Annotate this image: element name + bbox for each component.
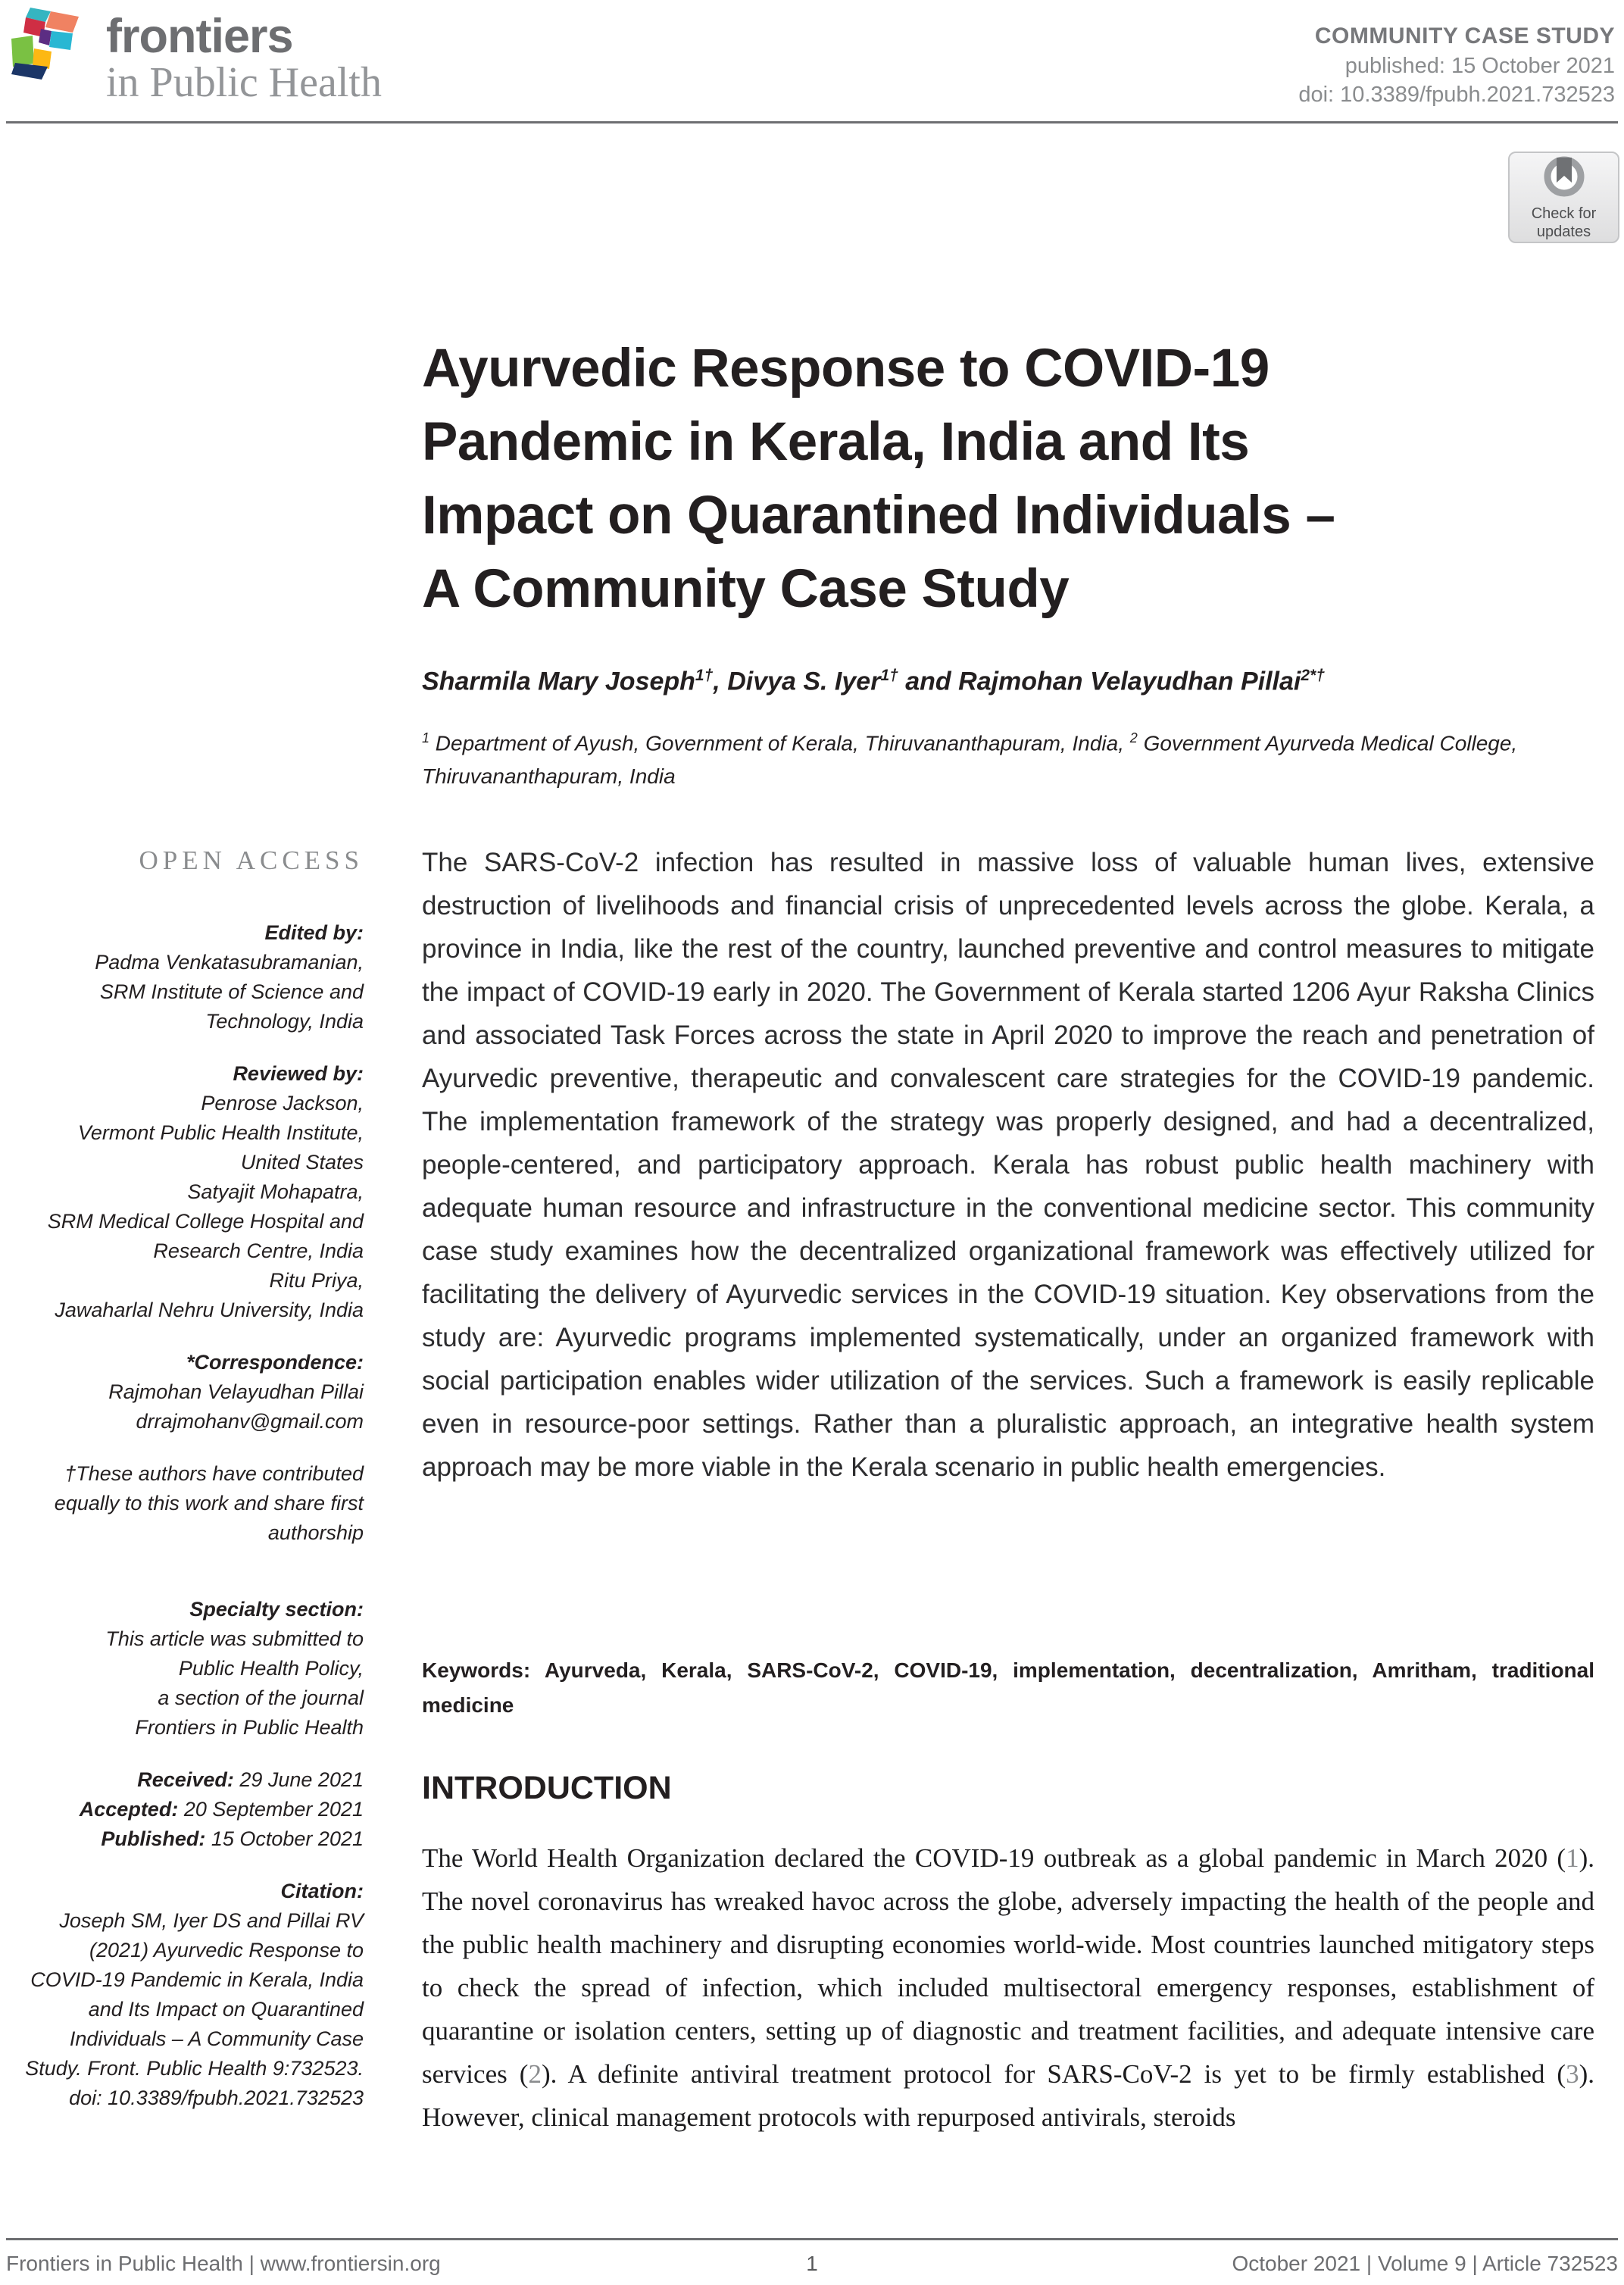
- sidebar: [21, 846, 364, 2136]
- sidebar-block-specialty-section: [21, 1595, 364, 1743]
- footer: [6, 2252, 1618, 2276]
- author-name: Rajmohan Velayudhan Pillai: [958, 667, 1301, 696]
- footer-issue-info: October 2021 | Volume 9 | Article 732523: [1232, 2252, 1618, 2275]
- sidebar-date-line: Published: 15 October 2021: [101, 1827, 364, 1850]
- open-access-label: OPEN ACCESS: [139, 846, 364, 875]
- sidebar-block-dates: [21, 1765, 364, 1854]
- journal-logo: [8, 6, 382, 106]
- sidebar-line: a section of the journal: [158, 1686, 364, 1709]
- sidebar-block-label: Specialty section:: [189, 1598, 364, 1621]
- correspondence-email[interactable]: drrajmohanv@gmail.com: [136, 1410, 364, 1433]
- article-title-line: Pandemic in Kerala, India and Its: [422, 412, 1250, 472]
- authors-line: [422, 667, 1604, 696]
- crossmark-icon: [1535, 155, 1593, 202]
- sidebar-line: authorship: [267, 1521, 364, 1544]
- sidebar-line: equally to this work and share first: [54, 1492, 364, 1514]
- sidebar-blocks: [21, 918, 364, 2113]
- sidebar-block-citation: [21, 1877, 364, 2113]
- affiliation-sup: 1: [422, 730, 430, 746]
- sidebar-block-reviewed-by: [21, 1059, 364, 1325]
- author-separator: and: [898, 667, 959, 696]
- sidebar-line: (2021) Ayurvedic Response to: [89, 1939, 364, 1961]
- header-meta: [1298, 21, 1615, 109]
- citation-ref[interactable]: 3: [1566, 2059, 1579, 2089]
- author-separator: ,: [713, 667, 728, 696]
- footer-rule: [6, 2238, 1618, 2240]
- sidebar-block-label: *Correspondence:: [186, 1351, 364, 1374]
- sidebar-line: Vermont Public Health Institute,: [77, 1121, 364, 1144]
- affiliations: $^1$ Department of Ayush, Government of Kerala, Thiruvananthapuram, India, $^2$ Government Ayurveda Medical College, Thiruvananthapuram, India: [422, 730, 1518, 789]
- sidebar-block-label: Citation:: [280, 1880, 364, 1902]
- sidebar-block-edited-by: [21, 918, 364, 1036]
- article-type-label: COMMUNITY CASE STUDY: [1314, 23, 1615, 48]
- header-rule: [6, 121, 1618, 123]
- sidebar-line: Jawaharlal Nehru University, India: [55, 1299, 364, 1321]
- badge-line2: updates: [1536, 223, 1591, 240]
- abstract-paragraph: The SARS-CoV-2 infection has resulted in massive loss of valuable human lives, extensive destruction of livelihoods and financial crisis of unprecedented levels across the globe. Kerala, a province in India, like the rest of the country, launched preventive and control measures to mitigate the impact of COVID-19 early in 2020. The Government of Kerala started 1206 Ayur Raksha Clinics and associated Task Forces across the state in April 2020 to improve the reach and penetration of Ayurvedic preventive, therapeutic and convalescent care strategies for the COVID-19 pandemic. The implementation framework of the strategy was properly designed, and had a decentralized, people-centered, and participatory approach. Kerala has robust public health machinery with adequate human resource and infrastructure in the conventional medicine sector. This community case study examines how the decentralized organizational framework was effectively utilized for facilitating the delivery of Ayurvedic services in the COVID-19 situation. Key observations from the study are: Ayurvedic programs implemented systematically, under an organized framework with social participation enables wider utilization of the services. Such a framework is easily replicable even in resource-poor settings. Rather than a pluralistic approach, an integrative health system approach may be more viable in the Kerala scenario in public health emergencies.: [422, 848, 1594, 1482]
- citation-ref[interactable]: 2: [528, 2059, 542, 2089]
- footer-journal-url: Frontiers in Public Health | www.frontiersin.org: [6, 2252, 441, 2275]
- sidebar-date-label: Published:: [101, 1827, 206, 1850]
- journal-wordmark: [106, 10, 382, 106]
- sidebar-line: doi: 10.3389/fpubh.2021.732523: [69, 2087, 364, 2109]
- sidebar-block-label: Edited by:: [264, 921, 364, 944]
- article-title-line: A Community Case Study: [422, 559, 1070, 619]
- frontiers-cubes-icon: [8, 6, 97, 82]
- sidebar-line: Frontiers in Public Health: [135, 1716, 364, 1739]
- author-affiliation-sup: 1†: [695, 667, 714, 684]
- sidebar-date-line: Accepted: 20 September 2021: [79, 1798, 364, 1821]
- introduction-heading: INTRODUCTION: [422, 1770, 672, 1806]
- sidebar-date-label: Accepted:: [79, 1798, 179, 1821]
- page-number: 1: [806, 2252, 818, 2275]
- published-date: published: 15 October 2021: [1344, 54, 1615, 78]
- sidebar-line: Penrose Jackson,: [201, 1092, 364, 1114]
- affiliation-sup: 2: [1129, 730, 1138, 746]
- doi-line: doi: 10.3389/fpubh.2021.732523: [1298, 83, 1615, 107]
- keywords-line: Keywords: Ayurveda, Kerala, SARS-CoV-2, COVID-19, implementation, decentralization, Amritham, traditional medicine: [422, 1658, 1594, 1717]
- article-title-line: Impact on Quarantined Individuals –: [422, 486, 1335, 545]
- journal-wordmark-bottom: in Public Health: [106, 59, 382, 106]
- author-affiliation-sup: 2*†: [1301, 667, 1325, 684]
- check-for-updates-badge[interactable]: [1508, 152, 1619, 243]
- citation-ref[interactable]: 1: [1566, 1843, 1579, 1873]
- sidebar-line: †These authors have contributed: [64, 1462, 364, 1485]
- sidebar-line: Ritu Priya,: [269, 1269, 364, 1292]
- sidebar-date-label: Received:: [137, 1768, 234, 1791]
- sidebar-line: United States: [240, 1151, 364, 1174]
- sidebar-line: Research Centre, India: [153, 1239, 364, 1262]
- intro-paragraph: The World Health Organization declared the COVID-19 outbreak as a global pandemic in March 2020 (1). The novel coronavirus has wreaked havoc across the globe, adversely impacting the health of the people and the public health machinery and disrupting economies world-wide. Most countries launched mitigatory steps to check the spread of infection, which included multisectoral emergency responses, establishment of quarantine or isolation centers, setting up of diagnostic and treatment facilities, and adequate intensive care services (2). A definite antiviral treatment protocol for SARS-CoV-2 is yet to be firmly established (3). However, clinical management protocols with repurposed antivirals, steroids: [422, 1843, 1594, 2132]
- badge-line1: Check for: [1531, 205, 1597, 222]
- article-title-line: Ayurvedic Response to COVID-19: [422, 339, 1270, 399]
- sidebar-line: Public Health Policy,: [178, 1657, 364, 1680]
- author-name: Sharmila Mary Joseph: [422, 667, 695, 696]
- sidebar-line: COVID-19 Pandemic in Kerala, India: [30, 1968, 364, 1991]
- article-title: [422, 332, 1604, 626]
- sidebar-line: and Its Impact on Quarantined: [88, 1998, 364, 2021]
- sidebar-block-correspondence: [21, 1348, 364, 1436]
- sidebar-line: SRM Medical College Hospital and: [47, 1210, 364, 1233]
- journal-wordmark-top: frontiers: [106, 10, 293, 63]
- sidebar-line: Satyajit Mohapatra,: [187, 1180, 364, 1203]
- check-for-updates-label: [1532, 205, 1597, 241]
- sidebar-block-contribution-note: [21, 1459, 364, 1548]
- sidebar-line: This article was submitted to: [105, 1627, 364, 1650]
- sidebar-line: Individuals – A Community Case: [69, 2027, 364, 2050]
- sidebar-line: SRM Institute of Science and: [99, 980, 364, 1003]
- author-name: Divya S. Iyer: [727, 667, 881, 696]
- sidebar-date-line: Received: 29 June 2021: [137, 1768, 364, 1791]
- sidebar-line: Study. Front. Public Health 9:732523.: [25, 2057, 364, 2080]
- sidebar-block-label: Reviewed by:: [233, 1062, 364, 1085]
- sidebar-line: Padma Venkatasubramanian,: [95, 951, 364, 974]
- sidebar-line: Technology, India: [205, 1010, 364, 1033]
- sidebar-line: Joseph SM, Iyer DS and Pillai RV: [59, 1909, 364, 1932]
- sidebar-line: Rajmohan Velayudhan Pillai: [108, 1380, 364, 1403]
- author-affiliation-sup: 1†: [880, 667, 898, 684]
